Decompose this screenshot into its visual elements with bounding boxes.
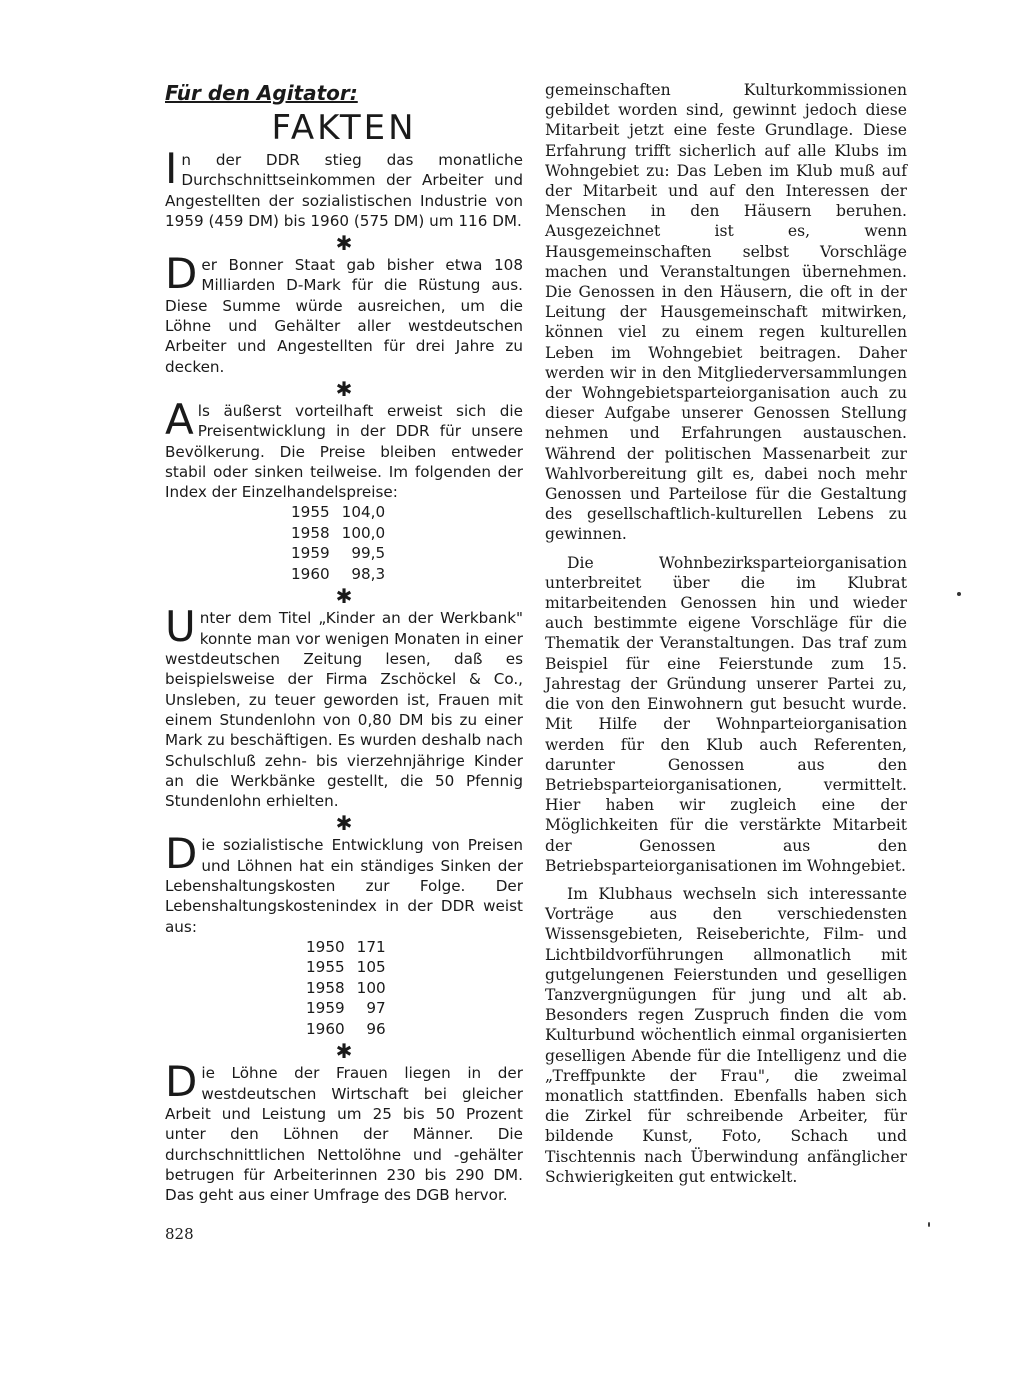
dropcap: D — [165, 249, 198, 299]
page-number: 828 — [165, 1225, 194, 1243]
table-row — [300, 937, 392, 958]
dropcap: A — [165, 394, 194, 444]
year: 1958 — [291, 523, 330, 542]
left-column — [165, 80, 523, 1205]
right-column — [545, 80, 907, 1195]
table-row — [300, 998, 392, 1019]
separator-star: ✱ — [335, 811, 353, 836]
dropcap: U — [165, 602, 196, 652]
year: 1960 — [306, 1019, 345, 1038]
table-row — [300, 978, 392, 999]
value: 171 — [356, 937, 386, 956]
fact-text: nter dem Titel „Kinder an der Werkbank" konnte man vor wenigen Monaten in einer westdeutschen Zeitung lesen, daß es beispielsweise der Firma Zschöckel & Co., Unsleben, zu teuer geworden ist, Frauen mit einem Stundenlohn von 0,80 DM bis zu einer Mark zu beschäftigen. Es wurden deshalb nach Schulschluß zehn- bis vierzehnjährige Kinder an die Werkbänke gestellt, die 50 Pfennig Stundenlohn erhielten. — [165, 609, 523, 811]
separator-star: ✱ — [335, 231, 353, 256]
fact-4 — [165, 602, 523, 811]
retail-price-index-table — [285, 502, 391, 584]
fact-text: ls äußerst vorteilhaft erweist sich die Preisentwicklung in der DDR für unsere Bevölkerung. Die Preise bleiben entweder stabil oder sinken teilweise. Im folgenden der Index der Einzelhandelspreise: — [165, 401, 523, 502]
fact-text: er Bonner Staat gab bisher etwa 108 Milliarden D-Mark für die Rüstung aus. Diese Summe würde ausreichen, um die Löhne und Gehälter aller westdeutschen Arbeiter und Angestellten für drei Jahre zu decken. — [165, 256, 523, 376]
table-row — [300, 1019, 392, 1040]
value: 98,3 — [351, 564, 386, 583]
cost-of-living-index-table — [300, 937, 392, 1040]
headline: FAKTEN — [271, 108, 417, 148]
fact-2 — [165, 249, 523, 377]
paragraph: Die Wohnbezirksparteiorganisation unterbreitet über die im Klubrat mitarbeitenden Genossen hin und wieder auch bestimmte eigene Vorschläge für die Thematik der Veranstaltungen. Das traf zum Beispiel für eine Feierstunde zum 15. Jahrestag der Gründung unserer Partei zu, die von den Einwohnern gut besucht wurde. Mit Hilfe der Wohnparteiorganisation werden für den Klub auch Referenten, darunter Genossen aus den Betriebsparteiorganisationen, vermittelt. Hier haben wir zugleich eine der Möglichkeiten für die verstärkte Mitarbeit der Genossen aus den Betriebsparteiorganisationen im Wohngebiet. — [545, 553, 907, 875]
fact-text: n der DDR stieg das monatliche Durchschnittseinkommen der Arbeiter und Angestellten der sozialistischen Industrie von 1959 (459 DM) bis 1960 (575 DM) um 116 DM. — [165, 151, 523, 230]
table-row — [285, 523, 391, 544]
fact-text: ie sozialistische Entwicklung von Preisen und Löhnen hat ein ständiges Sinken der Lebenshaltungskosten zur Folge. Der Lebenshaltungskostenindex in der DDR weist aus: — [165, 836, 523, 936]
scan-speck — [928, 1222, 930, 1227]
fact-3 — [165, 394, 523, 502]
table-row — [285, 564, 391, 585]
year: 1960 — [291, 564, 330, 583]
dropcap: D — [165, 1057, 198, 1107]
year: 1959 — [306, 999, 345, 1018]
paragraph: Im Klubhaus wechseln sich interessante Vorträge aus den verschiedensten Wissensgebieten, Reiseberichte, Film- und Lichtbildvorführungen allmonatlich mit gutgelungenen Feierstunden und geselligen Tanzvergnügungen für jung und alt ab. Besonders regen Zuspruch finden die vom Kulturbund wöchentlich einmal organisierten geselligen Abende für die Intelligenz und die „Treffpunkte der Frau", die zweimal monatlich stattfinden. Ebenfalls haben sich die Zirkel für schreibende Arbeiter, für bildende Kunst, Foto, Schach und Tischtennis nach Überwindung anfänglicher Schwierigkeiten gut entwickelt. — [545, 884, 907, 1186]
value: 104,0 — [341, 503, 386, 522]
year: 1958 — [306, 978, 345, 997]
table-row — [285, 502, 391, 523]
separator-star: ✱ — [335, 376, 353, 401]
paragraph: gemeinschaften Kulturkommissionen gebildet worden sind, gewinnt jedoch diese Mitarbeit jetzt eine feste Grundlage. Diese Erfahrung trifft sicherlich auf alle Klubs im Wohngebiet zu: Das Leben im Klub muß auf der Mitarbeit und auf den Interessen der Menschen in den Häusern beruhen. Ausgezeichnet ist es, wenn Hausgemeinschaften selbst Vorschläge machen und Veranstaltungen übernehmen. Die Genossen in den Häusern, die oft in der Leitung der Hausgemeinschaft mitwirken, können viel zu einem regen kulturellen Leben im Wohngebiet beitragen. Daher werden wir in den Mitgliederversammlungen der Wohngebietsparteiorganisation auch zu dieser Aufgabe unserer Genossen Stellung nehmen und Erfahrungen austauschen. Während der politischen Massenarbeit zur Wahlvorbereitung gilt es, dabei noch mehr Genossen und Parteilose für die Gestaltung des gesellschaftlich-kulturellen Lebens zu gewinnen. — [545, 81, 907, 544]
value: 96 — [366, 1019, 386, 1038]
fact-5 — [165, 829, 523, 936]
table-row — [285, 543, 391, 564]
value: 97 — [366, 999, 386, 1018]
value: 100,0 — [341, 523, 386, 542]
dropcap: D — [165, 829, 198, 879]
scan-speck — [957, 592, 961, 596]
fact-text: ie Löhne der Frauen liegen in der westdeutschen Wirtschaft bei gleicher Arbeit und Leistung um 25 bis 50 Prozent unter den Löhnen der Männer. Die durchschnittlichen Nettolöhne und -gehälter betrugen für Arbeiterinnen 230 bis 290 DM. Das geht aus einer Umfrage des DGB hervor. — [165, 1064, 523, 1205]
fact-1 — [165, 144, 523, 231]
section-label: Für den Agitator: — [165, 81, 358, 105]
value: 99,5 — [351, 544, 386, 563]
value: 100 — [356, 978, 386, 997]
fact-6 — [165, 1057, 523, 1205]
value: 105 — [356, 958, 386, 977]
year: 1959 — [291, 544, 330, 563]
year: 1955 — [306, 958, 345, 977]
year: 1950 — [306, 937, 345, 956]
separator-star: ✱ — [335, 1039, 353, 1064]
separator-star: ✱ — [335, 584, 353, 609]
dropcap: I — [165, 144, 178, 193]
table-row — [300, 957, 392, 978]
year: 1955 — [291, 503, 330, 522]
